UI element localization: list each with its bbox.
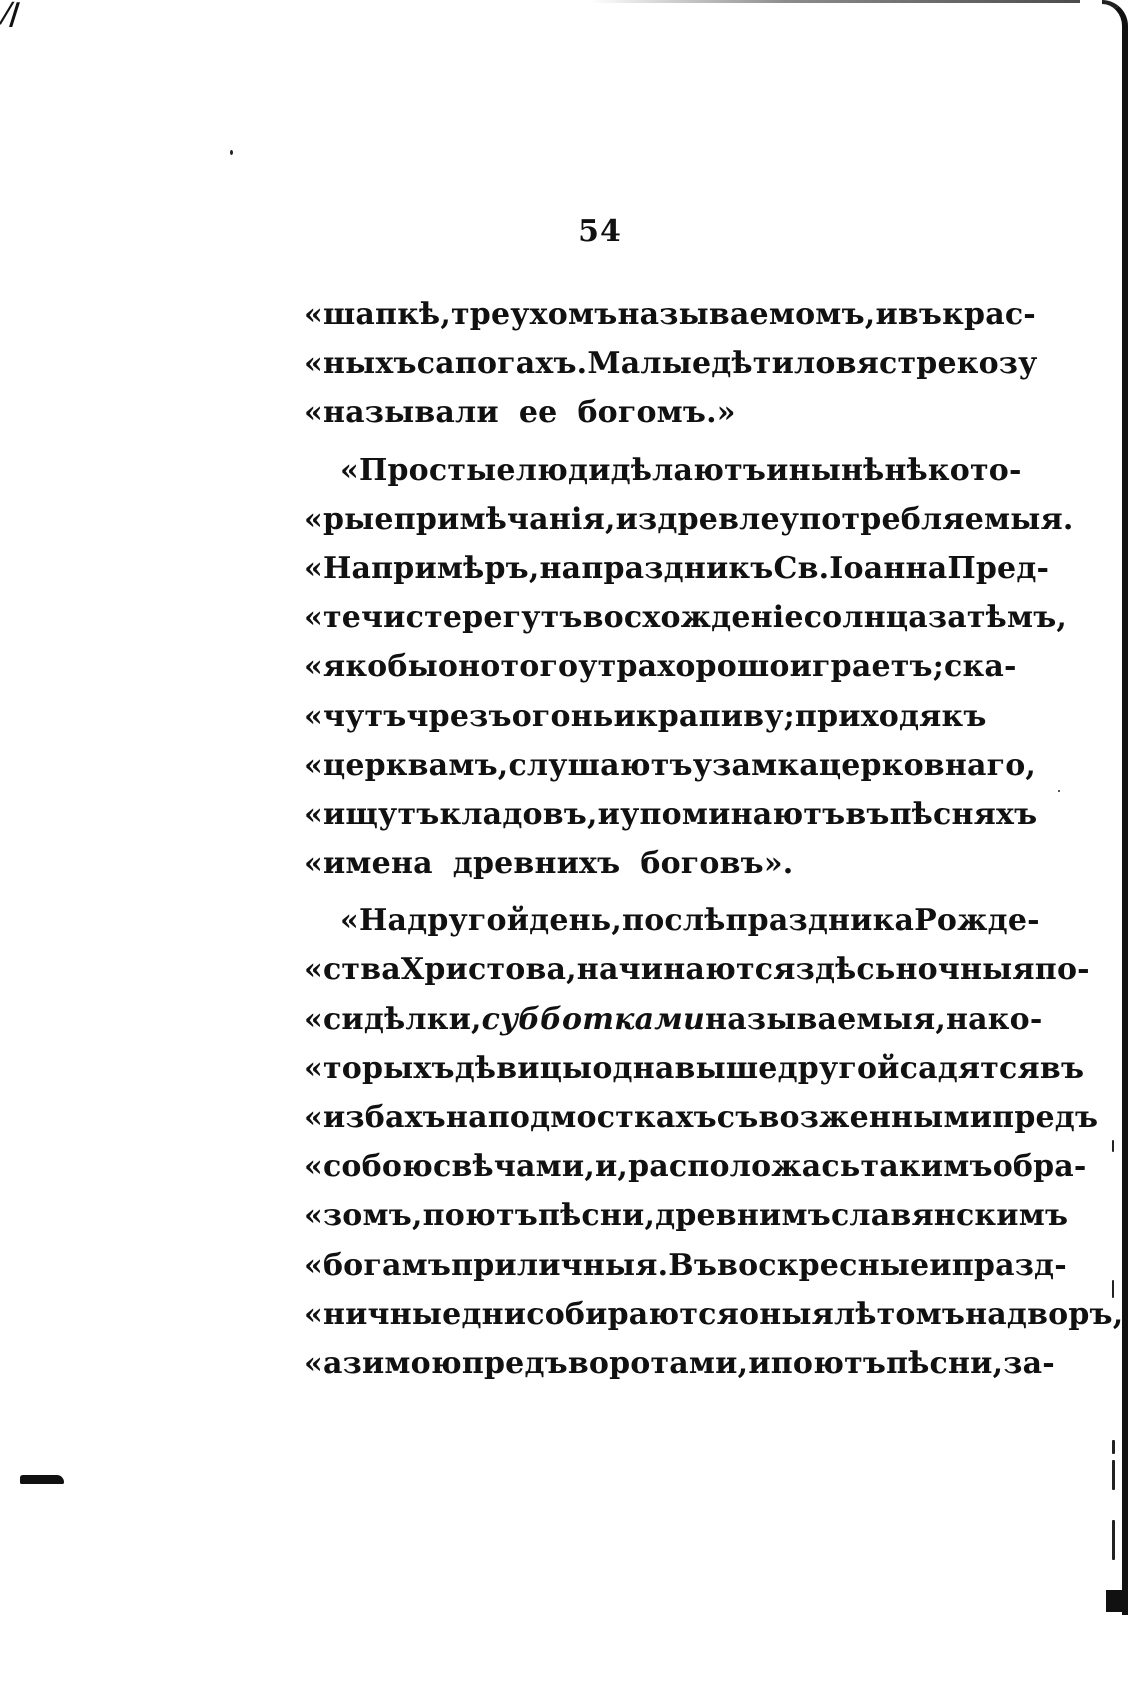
text-line (304, 1142, 1087, 1191)
word: празд- (951, 1247, 1067, 1283)
word: по- (1034, 952, 1090, 988)
word: расположась (628, 1149, 861, 1185)
word: «богамъ (304, 1247, 452, 1283)
word: стрекозу (879, 346, 1038, 382)
word: нѣкото- (884, 452, 1022, 488)
right-edge-corner (1106, 1590, 1128, 1612)
word: и (613, 698, 636, 734)
text-line (304, 593, 1068, 642)
word: играетъ; (789, 649, 945, 685)
scan-speck (1112, 1460, 1115, 1490)
top-scan-edge (590, 0, 1080, 3)
word: ловя (794, 346, 880, 382)
text-line (304, 839, 966, 888)
word: издревле (615, 501, 780, 537)
word: богомъ.» (577, 395, 736, 431)
paragraph-gap (304, 438, 966, 446)
word: въ (845, 796, 890, 832)
word: , (604, 501, 616, 537)
word: съ (716, 1100, 759, 1135)
word: Іоанна (829, 550, 948, 586)
page-number: 54 (578, 214, 622, 249)
word: древнихъ (452, 846, 621, 882)
word: праздникъ (581, 550, 774, 586)
word: , (864, 297, 876, 332)
word: обра- (992, 1149, 1087, 1185)
word: въ (897, 297, 943, 332)
text-line (304, 692, 987, 741)
word: здѣсь (795, 952, 896, 988)
word: церковнаго, (818, 747, 1037, 783)
word: дѣти (711, 346, 795, 382)
word: оно (437, 649, 501, 685)
scan-speck (1058, 790, 1060, 792)
text-line (304, 1241, 1067, 1290)
word: праздника (725, 903, 915, 939)
word: дворъ, (1006, 1296, 1124, 1332)
word: садятся (899, 1050, 1040, 1086)
word: кладовъ, (439, 796, 598, 832)
word: , (440, 297, 452, 332)
word: «а (304, 1345, 343, 1381)
word: послѣ (622, 903, 726, 939)
word: крас- (942, 297, 1036, 332)
word: и (748, 1345, 771, 1381)
word: приходя (794, 698, 942, 734)
word: подмосткахъ (487, 1100, 717, 1135)
word: люди (515, 452, 611, 488)
text-line (304, 1191, 1069, 1240)
scan-speck (230, 150, 233, 155)
word: одна (592, 1050, 675, 1086)
word: воротами, (567, 1345, 749, 1381)
word: на (965, 1296, 1007, 1332)
word: восхожденіе (582, 600, 804, 636)
word: «сидѣлки, (304, 1001, 482, 1037)
paragraph-gap (304, 888, 966, 896)
word: сапогахъ. (416, 346, 588, 382)
word: «собою (304, 1149, 434, 1185)
word: лѣтомъ (834, 1296, 966, 1332)
word: «имена (304, 846, 433, 882)
text-line (304, 790, 1038, 839)
text-line (304, 945, 1090, 994)
word: «течи (304, 600, 406, 636)
word: огонь (511, 698, 614, 734)
right-page-edge (1102, 0, 1128, 1615)
word: Христова, (400, 952, 577, 988)
word: «ищутъ (304, 796, 440, 832)
word: и (597, 796, 621, 832)
corner-scan-mark: ⁄/ (4, 0, 20, 32)
word: «избахъ (304, 1100, 446, 1135)
word: въ (1039, 1050, 1085, 1086)
word: къ (941, 698, 987, 734)
word: собираются (526, 1296, 739, 1332)
text-line (304, 446, 1022, 495)
left-scan-mark (20, 1475, 64, 1484)
text-line (304, 642, 1017, 691)
word: за (927, 600, 967, 636)
text-line (304, 495, 1074, 544)
word: упоминаютъ (620, 796, 846, 832)
word: на (539, 550, 582, 586)
word: «ничные (304, 1296, 462, 1332)
word: «ныхъ (304, 346, 417, 382)
text-line (304, 339, 1038, 388)
word: употребляемыя. (779, 501, 1074, 537)
word: треухомъ (451, 297, 618, 332)
word: солнца (803, 600, 928, 636)
word: того (500, 649, 579, 685)
word: замка (712, 747, 819, 783)
word: пѣсни, (886, 1345, 1004, 1381)
text-line (304, 741, 1037, 790)
word: тѣмъ, (966, 600, 1068, 636)
text-line (304, 1093, 1099, 1142)
word: поютъ (770, 1345, 887, 1381)
word: предъ (992, 1100, 1099, 1135)
word: ночныя (895, 952, 1035, 988)
scan-speck (1112, 1440, 1115, 1454)
word: Въ (668, 1247, 718, 1283)
word: «Простые (340, 452, 516, 488)
word: день, (529, 903, 623, 939)
word: боговъ». (640, 846, 794, 882)
word: у (692, 747, 713, 783)
word: Пред- (947, 550, 1050, 586)
word: «называли (304, 395, 499, 431)
word: «ства (304, 952, 401, 988)
word: другой (777, 1050, 900, 1086)
word: «якобы (304, 649, 438, 685)
word: называемомъ (617, 297, 865, 332)
text-line (304, 388, 966, 437)
word: славянскимъ (830, 1198, 1069, 1234)
text-line (304, 1044, 1085, 1093)
word: «На (340, 903, 408, 939)
word: зимою (342, 1345, 462, 1381)
word: Св. (773, 550, 830, 586)
word: на (945, 1001, 988, 1037)
word: оныя (738, 1296, 834, 1332)
word: «шапкѣ (304, 297, 441, 332)
word: древнимъ (655, 1198, 831, 1234)
word: дѣлаютъ (610, 452, 767, 488)
word: и (875, 297, 898, 332)
word: пѣсни, (537, 1198, 656, 1234)
word: называемыя, (705, 1001, 946, 1037)
word: воскресные (717, 1247, 930, 1283)
text-line (304, 995, 1043, 1044)
word: слушаютъ (508, 747, 693, 783)
word: и (766, 452, 789, 488)
text-line (304, 290, 1036, 339)
word: крапиву; (635, 698, 795, 734)
scan-speck (1112, 1140, 1114, 1152)
word: и, (594, 1149, 629, 1185)
word: начинаются (576, 952, 796, 988)
word: предъ (461, 1345, 568, 1381)
word: хорошо (657, 649, 790, 685)
word: ее (518, 395, 558, 431)
word: дни (461, 1296, 527, 1332)
text-line (304, 1339, 1055, 1388)
word: поютъ (422, 1198, 538, 1234)
word: «церквамъ, (304, 747, 509, 783)
word: свѣчами, (433, 1149, 595, 1185)
word: «чутъ (304, 698, 407, 734)
word: другой (407, 903, 530, 939)
word: нынѣ (788, 452, 885, 488)
text-line (304, 1290, 1124, 1339)
scan-speck (1112, 1520, 1115, 1560)
word: на (445, 1100, 488, 1135)
text-line (304, 544, 1050, 593)
word: субботками (481, 1001, 706, 1037)
word: приличныя. (451, 1247, 669, 1283)
word: «рые (304, 501, 394, 537)
body-text (304, 290, 1124, 1388)
word: Рожде- (914, 903, 1040, 939)
word: примѣчанія (393, 501, 605, 537)
word: утра (578, 649, 658, 685)
word: ко- (987, 1001, 1043, 1037)
word: пѣсняхъ (889, 796, 1038, 832)
word: чрезъ (406, 698, 512, 734)
word: стерегутъ (405, 600, 583, 636)
word: возженными (758, 1100, 993, 1135)
word: «торыхъ (304, 1050, 455, 1086)
word: и (929, 1247, 952, 1283)
text-line (304, 896, 1040, 945)
word: такимъ (860, 1149, 993, 1185)
word: выше (674, 1050, 778, 1086)
word: Малые (587, 346, 712, 382)
word: дѣвицы (454, 1050, 593, 1086)
word: ска- (944, 649, 1017, 685)
word: «Напримѣръ, (304, 550, 540, 586)
word: «зомъ, (304, 1198, 423, 1234)
word: за- (1003, 1345, 1055, 1381)
